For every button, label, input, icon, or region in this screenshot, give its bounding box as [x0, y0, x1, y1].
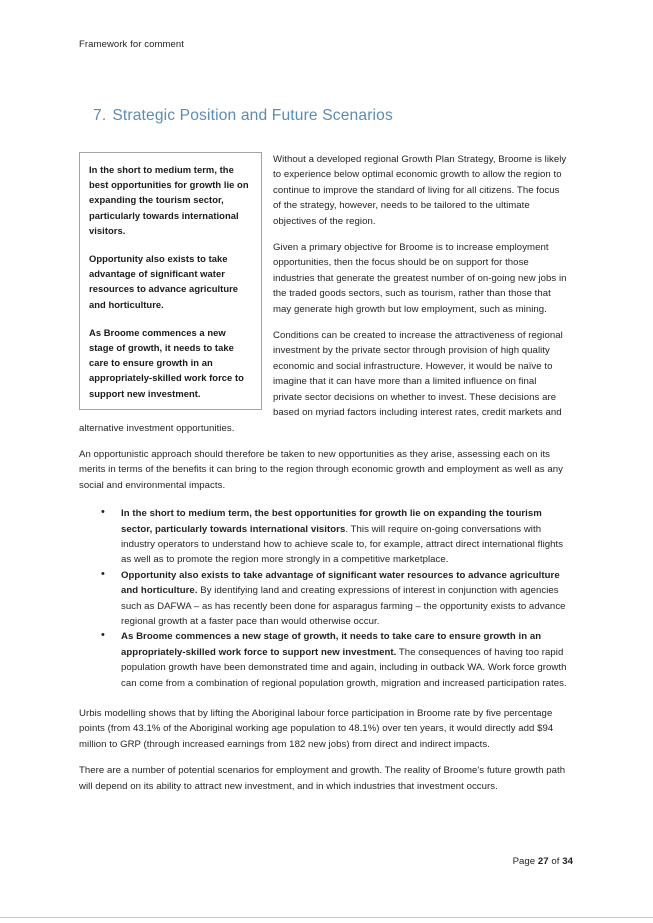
footer-page-number: 27	[537, 856, 549, 867]
closing-paragraph: There are a number of potential scenarios for employment and growth. The reality of Broome's future growth path will depend on its ability to attract new investment, and in which industries that investment occurs.	[79, 765, 566, 792]
list-item-rest: . This will require on-going conversations with industry operators to understand how to achieve scale to, for example, attract direct international flights as well as to promote the region more strongly in a competitive marketplace.	[121, 523, 564, 566]
list-item	[79, 568, 568, 630]
body-paragraph: Conditions can be created to increase the attractiveness of regional investment by the private sector through provision of high quality economic and social infrastructure. However, it would be naïve to imagine that it can have more than a limited influence on final private sector decisions on whether to invest. These decisions are based on myriad factors including interest rates, credit markets and alternative investment opportunities.	[79, 330, 563, 434]
footer-middle: of	[548, 856, 563, 867]
callout-paragraph: In the short to medium term, the best opportunities for growth lie on expanding the tourism sector, particularly towards international visitors.	[89, 164, 249, 236]
list-item-lead: In the short to medium term, the best opportunities for growth lie on expanding the tourism sector, particularly towards international visitors	[121, 508, 542, 535]
closing-section	[79, 691, 568, 794]
section-title: Strategic Position and Future Scenarios	[112, 107, 393, 124]
list-item-lead: Opportunity also exists to take advantage of significant water resources to advance agriculture and horticulture.	[121, 569, 560, 597]
footer-prefix: Page	[512, 856, 538, 867]
body-paragraph: Without a developed regional Growth Plan Strategy, Broome is likely to experience below optimal economic growth to allow the region to continue to improve the standard of living for all citizens. The focus of the strategy, however, needs to be tailored to the ultimate objectives of the region.	[273, 154, 567, 227]
callout-paragraph: Opportunity also exists to take advantage of significant water resources to advance agriculture and horticulture.	[89, 253, 239, 310]
list-item	[79, 629, 568, 691]
list-item-rest: The consequences of having too rapid population growth have been demonstrated time and again, including in outback WA. Work force growth can come from a combination of regional population growth, migration and increased participation rates.	[121, 646, 567, 689]
document-body	[79, 152, 568, 805]
page-title	[93, 106, 393, 126]
callout-paragraph: As Broome commences a new stage of growth, it needs to take care to ensure growth in an appropriately-skilled work force to support new investment.	[89, 326, 244, 399]
list-item-lead: As Broome commences a new stage of growth, it needs to take care to ensure growth in an appropriately-skilled work force to support new investment.	[121, 631, 542, 658]
body-paragraph: Given a primary objective for Broome is to increase employment opportunities, then the focus should be on support for those industries that generate the greatest number of on-going new jobs in the traded goods sectors, such as tourism, rather than those that may generate high growth but low employment, such as mining.	[273, 242, 567, 315]
page-footer	[513, 855, 573, 869]
running-header: Framework for comment	[79, 39, 185, 50]
page-edge-divider	[0, 917, 653, 918]
list-item-rest: By identifying land and creating expressions of interest in conjunction with agencies such as DAFWA – as has recently been done for asparagus farming – the opportunity exists to advance regional growth at a faster pace than would otherwise occur.	[121, 585, 566, 627]
opportunity-bullet-list	[79, 506, 568, 691]
closing-paragraph: Urbis modelling shows that by lifting the Aboriginal labour force participation in Broome rate by five percentage points (from 43.1% of the Aboriginal working age population to 48.1%) over ten years, it would directly add $94 million to GRP (through increased earnings from 182 new jobs) from direct and indirect impacts.	[79, 708, 554, 750]
body-paragraph: An opportunistic approach should therefore be taken to new opportunities as they arise, assessing each on its merits in terms of the benefits it can bring to the region through economic growth and employment as well as any social and environmental impacts.	[79, 448, 563, 491]
list-item	[79, 506, 568, 568]
paragraph-spacer	[79, 691, 568, 706]
section-number: 7.	[93, 107, 107, 124]
callout-box	[79, 152, 262, 410]
footer-total-pages: 34	[562, 856, 573, 867]
